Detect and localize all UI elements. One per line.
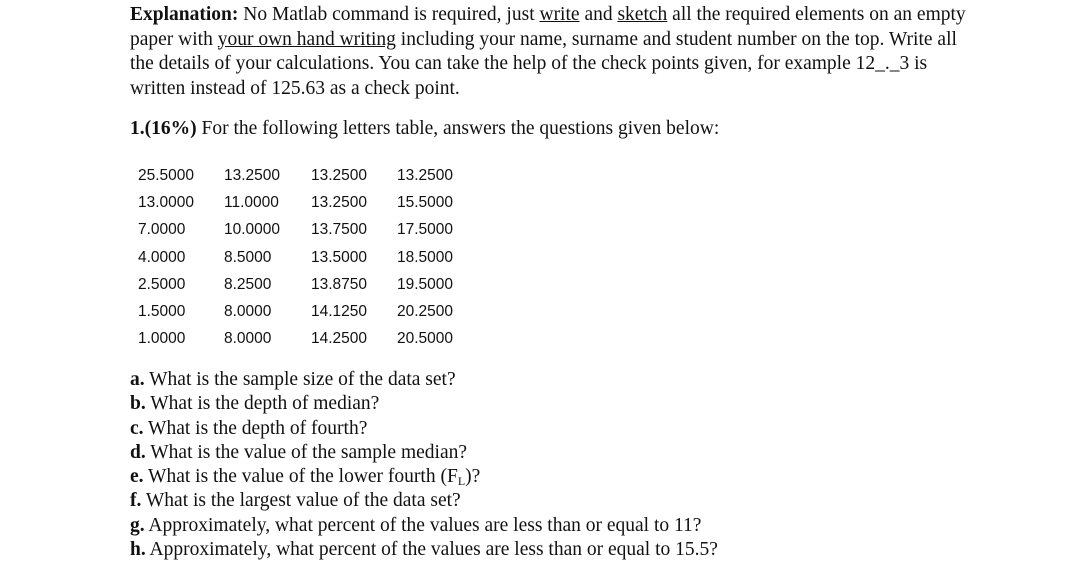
table-cell: 4.0000 [138,248,186,266]
question-1-heading [130,117,985,141]
question-list [130,368,990,562]
explanation-text-4: including your name, surname and student number on the top. Write all the details of your calculations. You can take the help of the check points given, for example 12_._3 is written instead of 125.63 as a check point. [130,28,957,99]
table-cell: 13.2500 [224,166,281,184]
table-cell: 13.8750 [311,275,368,293]
table-cell: 1.0000 [138,330,186,348]
question-a [130,368,990,392]
question-text: What is the value of the lower fourth (F [143,466,458,488]
table-cell: 14.2500 [311,330,368,348]
table-cell: 20.5000 [397,330,454,348]
question-letter: f. [130,490,142,512]
question-letter: d. [130,441,146,463]
question-letter: e. [130,466,144,488]
table-cell: 13.0000 [138,193,195,211]
explanation-text-3: all the required elements on an empty paper with [130,4,966,50]
question-letter: c. [130,417,144,439]
explanation-label: Explanation: [130,4,239,25]
explanation-text-2: and [579,4,618,25]
table-cell: 8.0000 [224,303,272,321]
table-cell: 8.5000 [224,248,272,266]
letters-data-table [138,162,477,353]
table-cell: 7.0000 [138,221,186,239]
table-row [138,298,477,325]
table-cell: 8.2500 [224,275,272,293]
question-text: What is the depth of median? [145,393,380,415]
table-cell: 8.0000 [224,330,272,348]
question-b [130,392,990,416]
table-row [138,326,477,353]
question-text: Approximately, what percent of the values are less than or equal to 11? [144,514,702,536]
question-letter: a. [130,369,145,390]
explanation-text-1: No Matlab command is required, just [238,4,540,25]
question-1-label: 1.(16%) [130,118,197,139]
underlined-sketch: sketch [617,4,668,25]
table-cell: 2.5000 [138,275,186,293]
table-row [138,217,477,244]
table-cell: 15.5000 [397,193,454,211]
underlined-write: write [539,4,580,25]
explanation-paragraph [130,3,985,101]
table-row [138,189,477,216]
table-cell: 14.1250 [311,303,368,321]
table-cell: 20.2500 [397,303,454,321]
table-cell: 19.5000 [397,275,454,293]
table-cell: 25.5000 [138,166,195,184]
table-cell: 18.5000 [397,248,454,266]
table-row [138,244,477,271]
table-row [138,271,477,298]
table-cell: 13.2500 [311,193,368,211]
question-h [130,538,990,562]
question-g [130,514,990,538]
question-c [130,417,990,441]
question-1-text: For the following letters table, answers the questions given below: [196,118,720,139]
question-text: What is the value of the sample median? [145,441,468,463]
question-d [130,441,990,465]
table-cell: 17.5000 [397,221,454,239]
table-cell: 10.0000 [224,221,281,239]
table-cell: 11.0000 [224,193,279,211]
question-f [130,489,990,513]
table-cell: 1.5000 [138,303,186,321]
question-e [130,465,990,489]
table-cell: 13.2500 [397,166,454,184]
question-subscript: L [457,474,466,489]
question-text: What is the sample size of the data set? [144,369,456,390]
table-cell: 13.2500 [311,166,368,184]
question-letter: h. [130,539,146,561]
table-cell: 13.5000 [311,248,368,266]
question-letter: g. [130,514,145,536]
question-text-after: )? [465,466,481,488]
table-cell: 13.7500 [311,221,368,239]
question-text: Approximately, what percent of the values are less than or equal to 15.5? [145,539,718,561]
table-row [138,162,477,189]
table-body [138,162,477,353]
question-text: What is the largest value of the data set? [141,490,461,512]
question-text: What is the depth of fourth? [143,417,368,439]
underlined-hand-writing: your own hand writing [217,28,396,50]
question-letter: b. [130,393,146,415]
